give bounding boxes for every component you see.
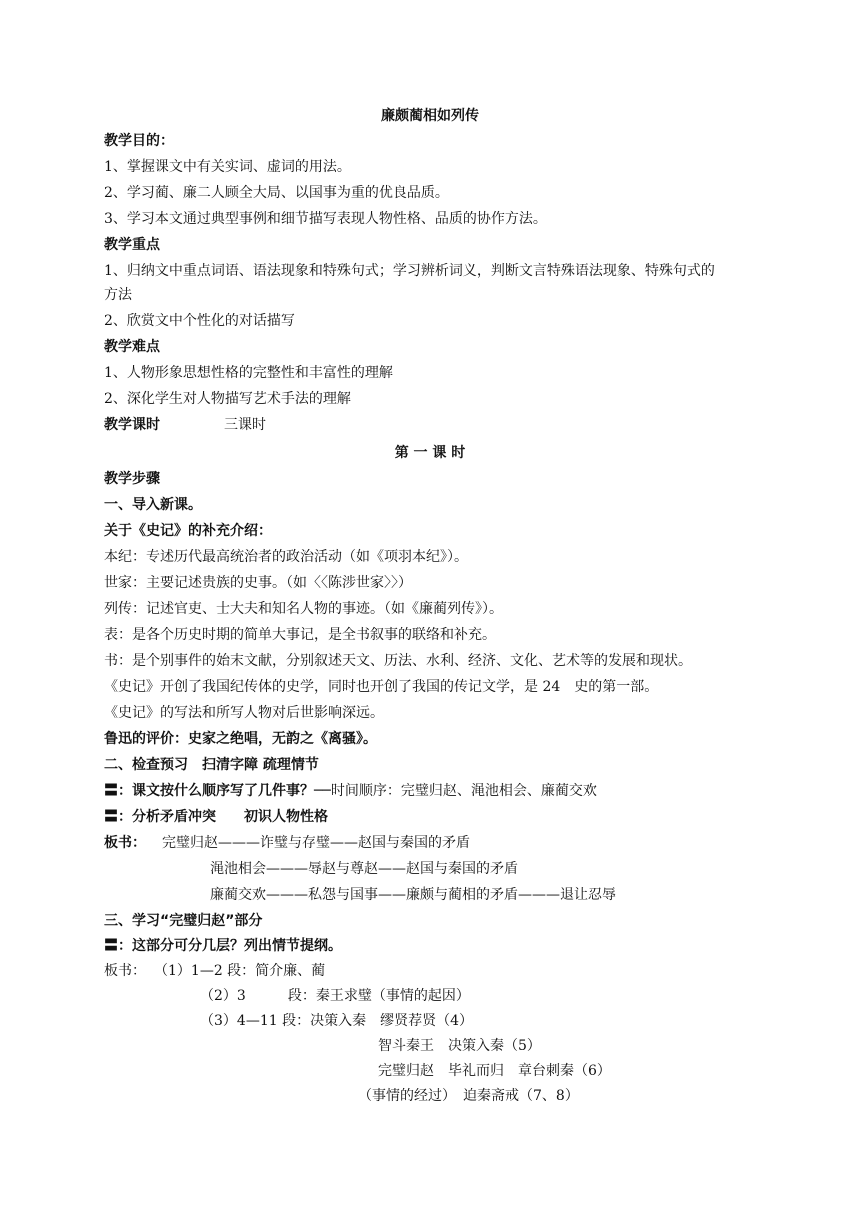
question-1 <box>104 782 597 800</box>
key-point-item-cont: 方法 <box>104 287 132 303</box>
shiji-line: 《史记》开创了我国纪传体的史学，同时也开创了我国的传记文学，是 24 史的第一部。 <box>104 679 659 695</box>
objectives-heading: 教学目的： <box>104 133 174 149</box>
difficulties-heading: 教学难点 <box>104 339 160 355</box>
board-line: 完璧归赵———诈璧与存璧——赵国与秦国的矛盾 <box>162 835 470 851</box>
outline-line: 完璧归赵 毕礼而归 章台刺秦（6） <box>378 1063 611 1079</box>
key-points-heading: 教学重点 <box>104 237 160 253</box>
hours-label: 教学课时 <box>104 417 160 433</box>
difficulty-item: 2、深化学生对人物描写艺术手法的理解 <box>104 391 351 407</box>
question-2: 〓：分析矛盾冲突 初识人物性格 <box>104 809 328 825</box>
board-label: 板书： <box>104 835 146 851</box>
board-line: 廉蔺交欢———私怨与国事——廉颇与蔺相的矛盾———退让忍辱 <box>210 887 616 903</box>
shiji-line: 世家：主要记述贵族的史事。（如〈〈陈涉世家〉〉） <box>104 575 412 591</box>
outline-line: （2）3 段：秦王求璧（事情的起因） <box>200 988 470 1004</box>
outline-line: （1）1—2 段：简介廉、蔺 <box>154 963 326 979</box>
outline-line: （事情的经过） 迫秦斋戒（7、8） <box>358 1088 579 1104</box>
lesson-heading: 第 一 课 时 <box>394 445 466 461</box>
shiji-line: 书：是个别事件的始末文献，分别叙述天文、历法、水利、经济、文化、艺术等的发展和现状。 <box>104 653 692 669</box>
shiji-line: 本纪：专述历代最高统治者的政治活动（如《项羽本纪》）。 <box>104 549 468 565</box>
section-2-heading: 二、检查预习 扫清字障 疏理情节 <box>104 757 319 773</box>
section-3-question: 〓：这部分可分几层？列出情节提纲。 <box>104 938 342 954</box>
shiji-line: 列传：记述官吏、士大夫和知名人物的事迹。（如《廉蔺列传》）。 <box>104 601 503 617</box>
difficulty-item: 1、人物形象思想性格的完整性和丰富性的理解 <box>104 365 393 381</box>
hours-value: 三课时 <box>224 417 266 433</box>
key-point-item: 1、归纳文中重点词语、语法现象和特殊句式；学习辨析词义，判断文言特殊语法现象、特殊句式的 <box>104 263 715 279</box>
key-point-item: 2、欣赏文中个性化的对话描写 <box>104 313 295 329</box>
shiji-line: 表：是各个历史时期的简单大事记，是全书叙事的联络和补充。 <box>104 627 496 643</box>
document-title: 廉颇蔺相如列传 <box>381 108 479 124</box>
section-1-heading: 一、导入新课。 <box>104 497 202 513</box>
section-3-heading: 三、学习“完璧归赵”部分 <box>104 913 263 929</box>
outline-line: 智斗秦王 决策入秦（5） <box>378 1038 541 1054</box>
shiji-line: 《史记》的写法和所写人物对后世影响深远。 <box>104 705 384 721</box>
objective-item: 1、掌握课文中有关实词、虚词的用法。 <box>104 159 351 175</box>
outline-line: （3）4—11 段：决策入秦 缪贤荐贤（4） <box>200 1013 473 1029</box>
objective-item: 2、学习蔺、廉二人顾全大局、以国事为重的优良品质。 <box>104 185 449 201</box>
luxun-evaluation: 鲁迅的评价：史家之绝唱，无韵之《离骚》。 <box>104 731 377 747</box>
steps-heading: 教学步骤 <box>104 471 160 487</box>
objective-item: 3、学习本文通过典型事例和细节描写表现人物性格、品质的协作方法。 <box>104 211 547 227</box>
question-1-answer: 时间顺序：完璧归赵、渑池相会、廉蔺交欢 <box>330 783 597 799</box>
board-line: 渑池相会———辱赵与尊赵——赵国与秦国的矛盾 <box>210 861 518 877</box>
shiji-heading: 关于《史记》的补充介绍： <box>104 523 272 539</box>
board-label-3: 板书： <box>104 963 146 979</box>
question-1-label: 〓：课文按什么顺序写了几件事？── <box>104 783 331 799</box>
